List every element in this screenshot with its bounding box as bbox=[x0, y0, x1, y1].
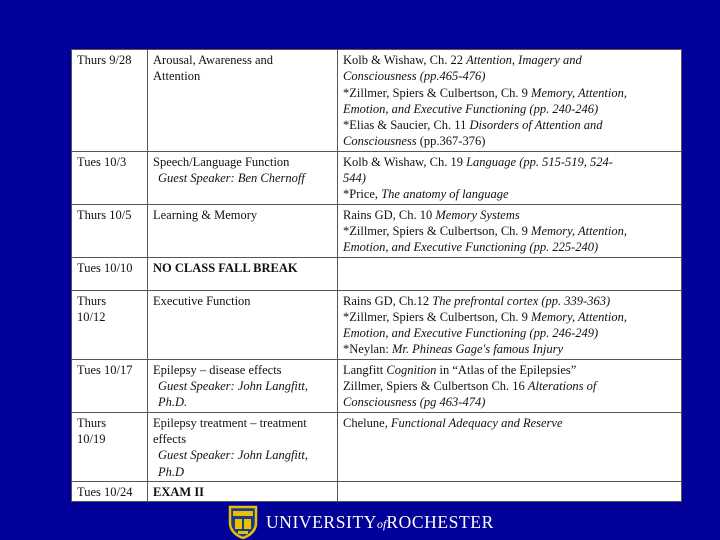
reading-line bbox=[343, 154, 676, 170]
reading-text: Language (pp. 515-519, 524- bbox=[466, 154, 613, 169]
topic-text: Ph.D. bbox=[158, 395, 188, 410]
topic-text: Executive Function bbox=[153, 293, 251, 308]
reading-line bbox=[343, 362, 676, 378]
topic-text: Arousal, Awareness and bbox=[153, 53, 274, 67]
topic-text: Epilepsy – disease effects bbox=[153, 362, 282, 377]
reading-text: Mr. Phineas Gage's famous Injury bbox=[391, 342, 564, 357]
reading-text: 544) bbox=[343, 171, 366, 186]
reading-text: Alterations of bbox=[527, 379, 597, 394]
reading-line bbox=[343, 415, 676, 431]
reading-text: Chelune, bbox=[343, 415, 391, 430]
schedule-row bbox=[72, 412, 682, 481]
topic-text: Speech/Language Function bbox=[153, 154, 290, 169]
reading-text: Kolb & Wishaw, Ch. 19 bbox=[343, 154, 467, 169]
topic-text: Guest Speaker: John Langfitt, bbox=[158, 379, 308, 394]
topic-text: Learning & Memory bbox=[153, 207, 258, 222]
reading-line bbox=[343, 133, 676, 149]
topic-cell bbox=[148, 50, 338, 152]
readings-cell bbox=[338, 204, 682, 257]
topic-cell bbox=[148, 359, 338, 412]
reading-text: Memory Systems bbox=[435, 207, 520, 222]
reading-text: Memory, Attention, bbox=[531, 223, 627, 238]
reading-text: Langfitt bbox=[343, 362, 387, 377]
topic-cell bbox=[148, 151, 338, 204]
date-text: Tues 10/17 bbox=[77, 362, 133, 377]
reading-line bbox=[343, 309, 676, 325]
reading-text: Emotion, and Executive Functioning (pp. 246-249) bbox=[343, 326, 599, 341]
reading-text: Zillmer, Spiers & Culbertson Ch. 16 bbox=[343, 379, 528, 394]
reading-text: Consciousness bbox=[343, 134, 417, 149]
readings-cell bbox=[338, 290, 682, 359]
date-text: Thurs bbox=[77, 415, 107, 430]
topic-cell bbox=[148, 204, 338, 257]
date-cell bbox=[72, 290, 148, 359]
topic-text: Guest Speaker: Ben Chernoff bbox=[158, 171, 305, 186]
reading-line bbox=[343, 117, 676, 133]
reading-line bbox=[343, 223, 676, 239]
reading-text: The prefrontal cortex (pp. 339-363) bbox=[432, 293, 611, 308]
readings-cell bbox=[338, 257, 682, 290]
schedule-row bbox=[72, 204, 682, 257]
reading-line bbox=[343, 101, 676, 117]
reading-line bbox=[343, 68, 676, 84]
reading-text: Kolb & Wishaw, Ch. 22 bbox=[343, 53, 467, 67]
schedule-row bbox=[72, 151, 682, 204]
university-shield-icon bbox=[228, 505, 258, 539]
topic-cell bbox=[148, 481, 338, 501]
reading-line bbox=[343, 394, 676, 410]
date-cell bbox=[72, 151, 148, 204]
date-text: 10/19 bbox=[77, 432, 106, 447]
reading-text: Disorders of Attention and bbox=[469, 118, 603, 133]
reading-text: *Zillmer, Spiers & Culbertson, Ch. 9 bbox=[343, 85, 532, 100]
schedule-row bbox=[72, 50, 682, 152]
reading-text: Memory, Attention, bbox=[531, 85, 627, 100]
date-cell bbox=[72, 50, 148, 152]
university-logo bbox=[228, 505, 494, 539]
reading-text: in “Atlas of the Epilepsies” bbox=[436, 362, 577, 377]
reading-text: Rains GD, Ch.12 bbox=[343, 293, 433, 308]
reading-text: Attention, Imagery and bbox=[466, 53, 582, 67]
date-cell bbox=[72, 204, 148, 257]
reading-text: Consciousness (pp.465-476) bbox=[343, 69, 486, 84]
topic-cell bbox=[148, 412, 338, 481]
date-text: Thurs 9/28 bbox=[77, 53, 132, 67]
reading-text: Cognition bbox=[386, 362, 437, 377]
date-cell bbox=[72, 412, 148, 481]
date-text: Thurs bbox=[77, 293, 107, 308]
reading-line bbox=[343, 186, 676, 202]
topic-text: Attention bbox=[153, 69, 201, 84]
schedule-row bbox=[72, 257, 682, 290]
reading-text: *Elias & Saucier, Ch. 11 bbox=[343, 118, 470, 133]
reading-line bbox=[343, 325, 676, 341]
reading-text: *Neylan: bbox=[343, 342, 392, 357]
date-text: Thurs 10/5 bbox=[77, 207, 132, 222]
wordmark-of: of bbox=[377, 516, 387, 531]
date-cell bbox=[72, 359, 148, 412]
schedule-table bbox=[71, 49, 682, 502]
date-text: Tues 10/10 bbox=[77, 260, 133, 275]
reading-line bbox=[343, 341, 676, 357]
topic-text: NO CLASS FALL BREAK bbox=[153, 260, 298, 275]
university-wordmark bbox=[266, 512, 494, 533]
topic-text: effects bbox=[153, 432, 187, 447]
topic-text: EXAM II bbox=[153, 484, 205, 499]
date-text: Tues 10/3 bbox=[77, 154, 127, 169]
wordmark-university: UNIVERSITY bbox=[266, 511, 377, 532]
reading-text: Memory, Attention, bbox=[531, 309, 627, 324]
reading-text: Consciousness (pg 463-474) bbox=[343, 395, 486, 410]
reading-line bbox=[343, 293, 676, 309]
reading-text: Rains GD, Ch. 10 bbox=[343, 207, 436, 222]
reading-text: Emotion, and Executive Functioning (pp. 240-246) bbox=[343, 101, 599, 116]
date-cell bbox=[72, 257, 148, 290]
schedule-row bbox=[72, 481, 682, 501]
topic-text: Epilepsy treatment – treatment bbox=[153, 415, 307, 430]
readings-cell bbox=[338, 151, 682, 204]
topic-text: Ph.D bbox=[158, 464, 185, 479]
reading-text: Emotion, and Executive Functioning (pp. 225-240) bbox=[343, 240, 599, 255]
reading-text: (pp.367-376) bbox=[416, 134, 486, 149]
reading-text: *Zillmer, Spiers & Culbertson, Ch. 9 bbox=[343, 223, 532, 238]
reading-line bbox=[343, 170, 676, 186]
schedule-row bbox=[72, 359, 682, 412]
readings-cell bbox=[338, 50, 682, 152]
topic-cell bbox=[148, 257, 338, 290]
topic-text: Guest Speaker: John Langfitt, bbox=[158, 448, 308, 463]
wordmark-rochester: ROCHESTER bbox=[386, 511, 494, 532]
schedule-table-body bbox=[72, 50, 682, 502]
reading-text: *Price, bbox=[343, 187, 382, 202]
reading-text: The anatomy of language bbox=[381, 187, 509, 202]
reading-text: Functional Adequacy and Reserve bbox=[390, 415, 563, 430]
reading-line bbox=[343, 85, 676, 101]
reading-line bbox=[343, 52, 676, 68]
schedule-row bbox=[72, 290, 682, 359]
date-text: Tues 10/24 bbox=[77, 484, 133, 499]
readings-cell bbox=[338, 412, 682, 481]
readings-cell bbox=[338, 359, 682, 412]
reading-line bbox=[343, 207, 676, 223]
reading-line bbox=[343, 239, 676, 255]
reading-line bbox=[343, 378, 676, 394]
date-text: 10/12 bbox=[77, 309, 106, 324]
reading-text: *Zillmer, Spiers & Culbertson, Ch. 9 bbox=[343, 309, 532, 324]
topic-cell bbox=[148, 290, 338, 359]
date-cell bbox=[72, 481, 148, 501]
readings-cell bbox=[338, 481, 682, 501]
